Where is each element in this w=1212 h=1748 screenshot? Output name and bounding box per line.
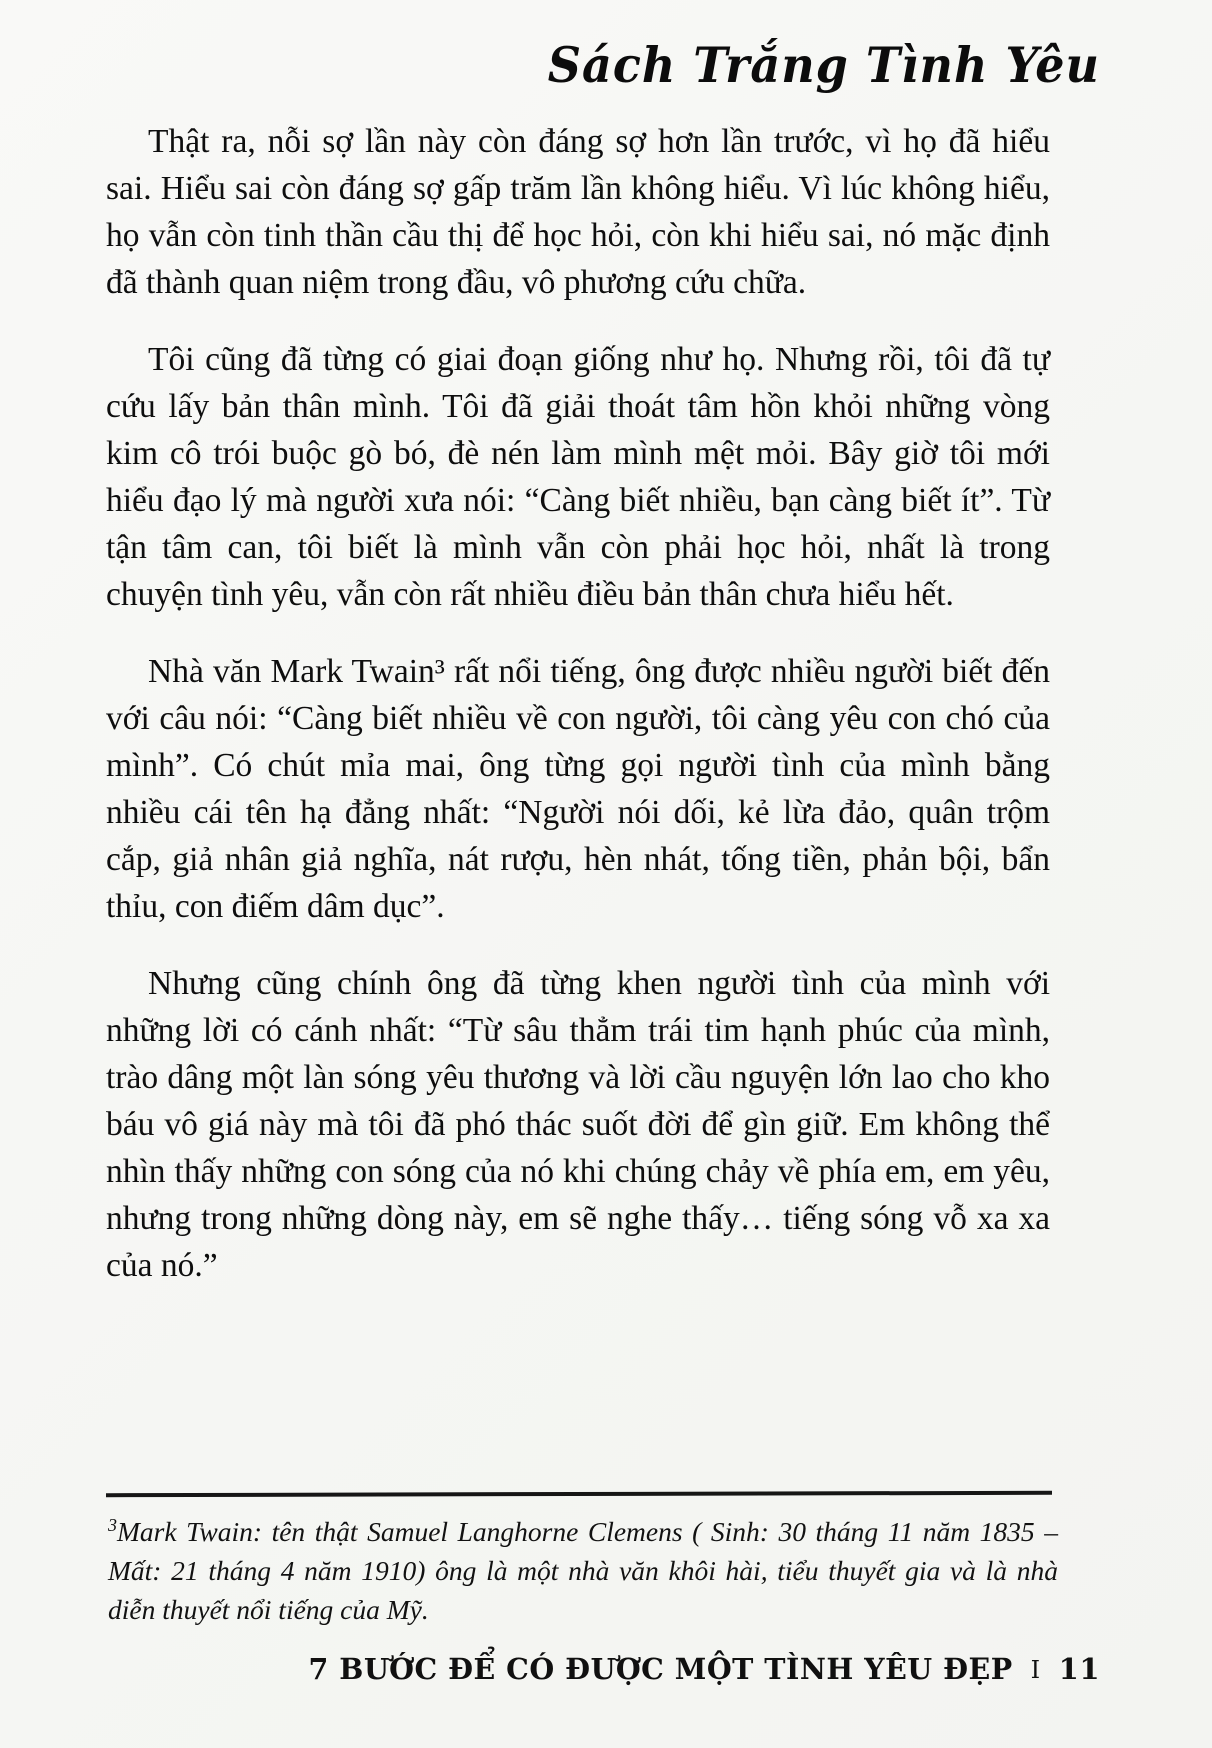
footnote-marker: 3 bbox=[108, 1514, 117, 1535]
footnote bbox=[108, 1512, 1058, 1629]
footnote-text: Mark Twain: tên thật Samuel Langhorne Clemens ( Sinh: 30 tháng 11 năm 1835 – Mất: 21 tháng 4 năm 1910) ông là một nhà văn khôi hài, tiểu thuyết gia và là nhà diễn thuyết nổi tiếng của Mỹ. bbox=[108, 1516, 1058, 1625]
page-number: 11 bbox=[1058, 1652, 1100, 1686]
footer-divider: I bbox=[1030, 1656, 1041, 1684]
body-text-block bbox=[106, 118, 1050, 1319]
page-footer bbox=[308, 1652, 1100, 1686]
running-head-title: Sách Trắng Tình Yêu bbox=[547, 36, 1100, 94]
paragraph-4: Nhưng cũng chính ông đã từng khen người tình của mình với những lời có cánh nhất: “Từ sâu thẳm trái tim hạnh phúc của mình, trào dâng một làn sóng yêu thương và lời cầu nguyện lớn lao cho kho báu vô giá này mà tôi đã phó thác suốt đời để gìn giữ. Em không thể nhìn thấy những con sóng của nó khi chúng chảy về phía em, em yêu, nhưng trong những dòng này, em sẽ nghe thấy… tiếng sóng vỗ xa xa của nó.” bbox=[106, 965, 1050, 1284]
paragraph-3: Nhà văn Mark Twain³ rất nổi tiếng, ông được nhiều người biết đến với câu nói: “Càng biết nhiều về con người, tôi càng yêu con chó của mình”. Có chút mỉa mai, ông từng gọi người tình của mình bằng nhiều cái tên hạ đẳng nhất: “Người nói dối, kẻ lừa đảo, quân trộm cắp, giả nhân giả nghĩa, nát rượu, hèn nhát, tống tiền, phản bội, bẩn thỉu, con điếm dâm dục”. bbox=[106, 653, 1050, 925]
footnote-separator-rule bbox=[106, 1491, 1052, 1497]
paragraph-2: Tôi cũng đã từng có giai đoạn giống như họ. Nhưng rồi, tôi đã tự cứu lấy bản thân mình. Tôi đã giải thoát tâm hồn khỏi những vòng kim cô trói buộc gò bó, đè nén làm mình mệt mỏi. Bây giờ tôi mới hiểu đạo lý mà người xưa nói: “Càng biết nhiều, bạn càng biết ít”. Từ tận tâm can, tôi biết là mình vẫn còn phải học hỏi, nhất là trong chuyện tình yêu, vẫn còn rất nhiều điều bản thân chưa hiểu hết. bbox=[106, 341, 1050, 613]
footer-chapter-title: 7 BƯỚC ĐỂ CÓ ĐƯỢC MỘT TÌNH YÊU ĐẸP bbox=[308, 1652, 1013, 1686]
paragraph-1: Thật ra, nỗi sợ lần này còn đáng sợ hơn lần trước, vì họ đã hiểu sai. Hiểu sai còn đáng sợ gấp trăm lần không hiểu. Vì lúc không hiểu, họ vẫn còn tinh thần cầu thị để học hỏi, còn khi hiểu sai, nó mặc định đã thành quan niệm trong đầu, vô phương cứu chữa. bbox=[106, 123, 1050, 301]
